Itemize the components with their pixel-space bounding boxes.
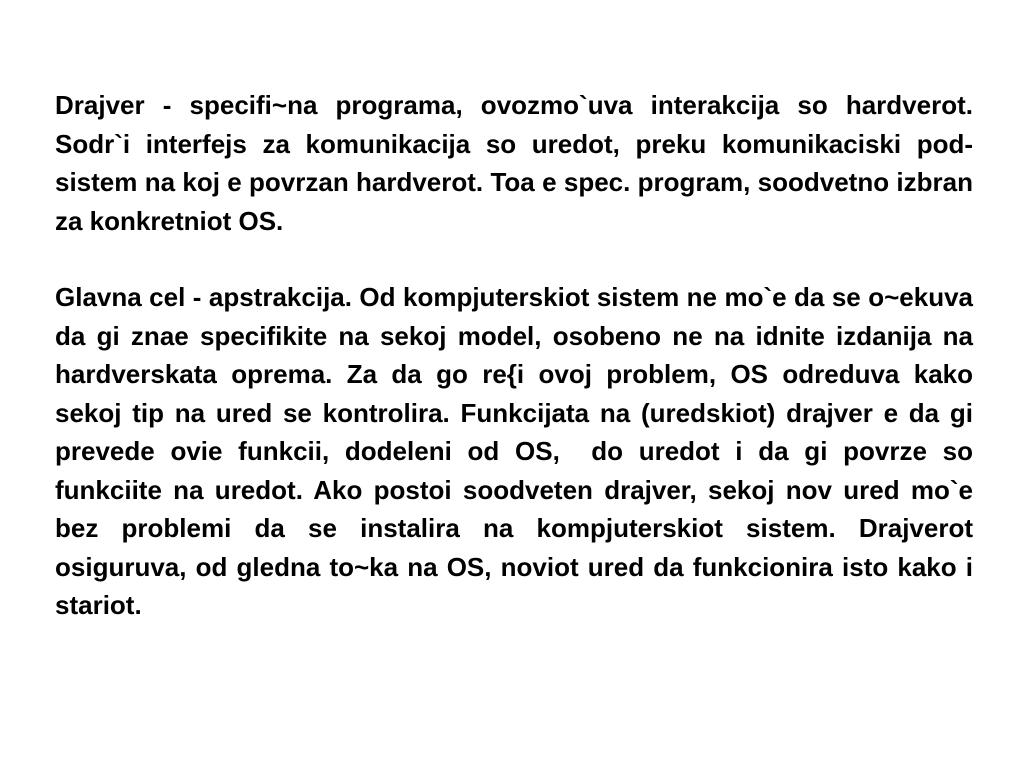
paragraph-driver-definition: Drajver - specifi~na programa, ovozmo`uva interakcija so hardverot. Sodr`i interfejs za komunikacija so uredot, preku komunikaciski pod-sistem na koj e povrzan hardverot. Toa e spec. program, soodvetno izbran za konkretniot OS. <box>55 90 981 236</box>
slide-body <box>55 86 981 625</box>
paragraph-main-goal: Glavna cel - apstrakcija. Od kompjuterskiot sistem ne mo`e da se o~ekuva da gi znae specifikite na sekoj model, osobeno ne na idnite izdanija na hardverskata oprema. Za da go re{i ovoj problem, OS odreduva kako sekoj tip na ured se kontrolira. Funkcijata na (uredskiot) drajver e da gi prevede ovie funkcii, dodeleni od OS, do uredot i da gi povrze so funkciite na uredot. Ako postoi soodveten drajver, sekoj nov ured mo`e bez problemi da se instalira na kompjuterskiot sistem. Drajverot osiguruva, od gledna to~ka na OS, noviot ured da funkcionira isto kako i stariot. <box>55 282 981 620</box>
